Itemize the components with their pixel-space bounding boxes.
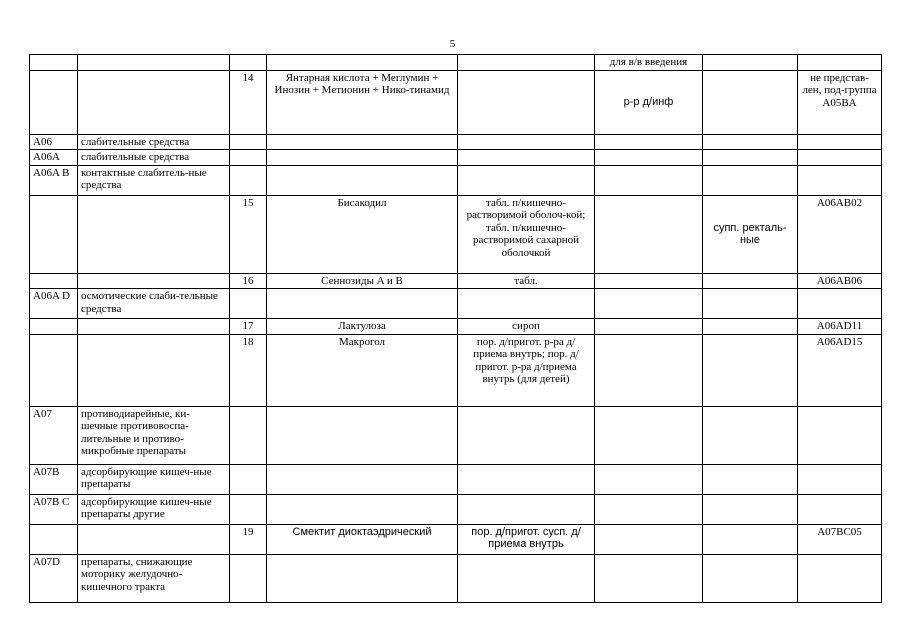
cell-form <box>458 134 595 150</box>
cell-drug-name <box>267 289 458 319</box>
cell-form: табл. п/кишечно-растворимой оболоч-кой; табл. п/кишечно-растворимой сахарной оболочкой <box>458 195 595 273</box>
cell-group: слабительные средства <box>78 150 230 166</box>
cell-form-other <box>703 165 798 195</box>
cell-form: пор. д/пригот. р-ра д/приема внутрь; пор. д/пригот. р-ра д/приема внутрь (для детей) <box>458 334 595 406</box>
cell-code <box>30 195 78 273</box>
page-number: 5 <box>449 38 456 50</box>
drug-list-table <box>29 54 882 603</box>
cell-group: контактные слабитель-ные средства <box>78 165 230 195</box>
table-row <box>30 134 882 150</box>
table-row <box>30 273 882 289</box>
cell-atc-code: A07BC05 <box>798 524 882 554</box>
cell-code: A07 <box>30 406 78 464</box>
cell-number <box>230 289 267 319</box>
cell-atc-code <box>798 406 882 464</box>
cell-number <box>230 150 267 166</box>
cell-form <box>458 70 595 134</box>
cell-form-injection <box>595 524 703 554</box>
cell-atc-code <box>798 150 882 166</box>
cell-drug-name <box>267 554 458 602</box>
cell-drug-name <box>267 165 458 195</box>
cell-atc-code <box>798 554 882 602</box>
cell-form <box>458 406 595 464</box>
cell-form-other <box>703 406 798 464</box>
cell-number <box>230 134 267 150</box>
cell-group: противодиарейные, ки-шечные противовоспа-лительные и противо-микробные препараты <box>78 406 230 464</box>
cell-atc-code <box>798 464 882 494</box>
cell-atc-code: A06AD15 <box>798 334 882 406</box>
cell-drug-name <box>267 55 458 71</box>
cell-drug-name: Макрогол <box>267 334 458 406</box>
cell-form-other <box>703 289 798 319</box>
cell-form-injection <box>595 319 703 335</box>
cell-drug-name: Янтарная кислота + Меглумин + Инозин + Метионин + Нико-тинамид <box>267 70 458 134</box>
cell-atc-code: A06AB02 <box>798 195 882 273</box>
cell-group <box>78 55 230 71</box>
cell-form: сироп <box>458 319 595 335</box>
cell-form-injection <box>595 464 703 494</box>
cell-group: препараты, снижающие моторику желудочно-кишечного тракта <box>78 554 230 602</box>
cell-code: A07B <box>30 464 78 494</box>
cell-form-other <box>703 464 798 494</box>
table-row <box>30 554 882 602</box>
cell-group <box>78 70 230 134</box>
cell-form <box>458 554 595 602</box>
cell-atc-code <box>798 165 882 195</box>
cell-drug-name <box>267 494 458 524</box>
cell-form-injection <box>595 195 703 273</box>
cell-form <box>458 150 595 166</box>
table-row <box>30 165 882 195</box>
cell-atc-code <box>798 494 882 524</box>
cell-form-other <box>703 273 798 289</box>
cell-number: 14 <box>230 70 267 134</box>
table-row <box>30 524 882 554</box>
cell-number: 17 <box>230 319 267 335</box>
cell-atc-code <box>798 289 882 319</box>
cell-form-injection <box>595 334 703 406</box>
cell-number <box>230 494 267 524</box>
cell-atc-code: A06AB06 <box>798 273 882 289</box>
cell-atc-code <box>798 134 882 150</box>
table-row <box>30 406 882 464</box>
cell-form: табл. <box>458 273 595 289</box>
cell-group <box>78 334 230 406</box>
cell-number <box>230 464 267 494</box>
cell-code: A06 <box>30 134 78 150</box>
cell-number: 18 <box>230 334 267 406</box>
cell-group: адсорбирующие кишеч-ные препараты <box>78 464 230 494</box>
cell-number: 16 <box>230 273 267 289</box>
cell-form-other <box>703 319 798 335</box>
cell-form-injection <box>595 289 703 319</box>
cell-code: A06A B <box>30 165 78 195</box>
cell-form <box>458 289 595 319</box>
cell-drug-name <box>267 150 458 166</box>
cell-number <box>230 55 267 71</box>
cell-atc-code <box>798 55 882 71</box>
cell-group <box>78 524 230 554</box>
cell-form-injection <box>595 406 703 464</box>
cell-code: A06A <box>30 150 78 166</box>
cell-form-injection <box>595 554 703 602</box>
cell-code <box>30 273 78 289</box>
cell-drug-name <box>267 134 458 150</box>
cell-form-injection: р-р д/инф <box>595 70 703 134</box>
cell-form-other <box>703 524 798 554</box>
table-row <box>30 464 882 494</box>
cell-form-other <box>703 55 798 71</box>
table-row <box>30 55 882 71</box>
cell-code <box>30 70 78 134</box>
cell-form-other: супп. ректаль-ные <box>703 195 798 273</box>
cell-drug-name <box>267 406 458 464</box>
cell-group <box>78 319 230 335</box>
cell-form <box>458 464 595 494</box>
cell-number: 19 <box>230 524 267 554</box>
table-row <box>30 195 882 273</box>
table-row <box>30 150 882 166</box>
cell-code: A07B C <box>30 494 78 524</box>
cell-group: адсорбирующие кишеч-ные препараты другие <box>78 494 230 524</box>
cell-form <box>458 165 595 195</box>
table-row <box>30 334 882 406</box>
cell-form-injection <box>595 273 703 289</box>
cell-drug-name: Лактулоза <box>267 319 458 335</box>
cell-form-other <box>703 554 798 602</box>
cell-form-other <box>703 150 798 166</box>
cell-atc-code: A06AD11 <box>798 319 882 335</box>
cell-form-other <box>703 334 798 406</box>
cell-form-injection <box>595 165 703 195</box>
table-row <box>30 494 882 524</box>
cell-number <box>230 165 267 195</box>
cell-drug-name: Смектит диоктаэдрический <box>267 524 458 554</box>
cell-form <box>458 494 595 524</box>
table-row <box>30 319 882 335</box>
cell-form-other <box>703 134 798 150</box>
cell-code: A07D <box>30 554 78 602</box>
cell-code <box>30 524 78 554</box>
cell-number <box>230 554 267 602</box>
cell-group: осмотические слаби-тельные средства <box>78 289 230 319</box>
cell-form: пор. д/пригот. сусп. д/приема внутрь <box>458 524 595 554</box>
cell-group: слабительные средства <box>78 134 230 150</box>
cell-form-injection <box>595 150 703 166</box>
cell-code <box>30 319 78 335</box>
cell-form-injection: для в/в введения <box>595 55 703 71</box>
table-row <box>30 289 882 319</box>
cell-form-other <box>703 494 798 524</box>
cell-drug-name <box>267 464 458 494</box>
cell-atc-code: не представ-лен, под-группа A05BA <box>798 70 882 134</box>
cell-code: A06A D <box>30 289 78 319</box>
cell-number: 15 <box>230 195 267 273</box>
cell-drug-name: Бисакодил <box>267 195 458 273</box>
cell-form-other <box>703 70 798 134</box>
cell-number <box>230 406 267 464</box>
cell-form <box>458 55 595 71</box>
table-row <box>30 70 882 134</box>
cell-code <box>30 55 78 71</box>
cell-group <box>78 273 230 289</box>
cell-form-injection <box>595 494 703 524</box>
cell-form-injection <box>595 134 703 150</box>
cell-drug-name: Сеннозиды A и B <box>267 273 458 289</box>
cell-group <box>78 195 230 273</box>
cell-code <box>30 334 78 406</box>
